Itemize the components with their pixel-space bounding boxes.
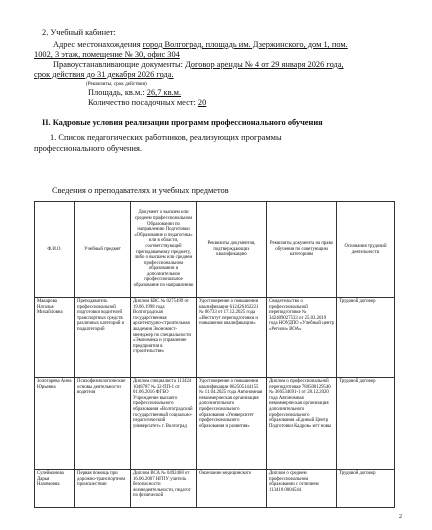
header-right: Реквизиты документа на право обучения по советующим категориям	[267, 202, 337, 298]
section-ii-item-1-cont: профессионального обучения.	[34, 144, 142, 153]
cell-education: Диплом ВСА № 0492468 от 16.06.2007 НГПУ учитель безопасности жизнедеятельности, педагог по физической	[131, 470, 197, 508]
address-value-cont: 1002, 3 этаж, помещение № 30, офис 304	[34, 50, 180, 59]
header-subject: Учебный предмет	[75, 202, 131, 298]
docs-label: Правоустанавливающие документы:	[53, 60, 183, 69]
cell-subject: Первая помощь при дорожно-транспортном происшествии	[75, 470, 131, 508]
address-value: город Волгоград, площадь им. Дзержинского, дом 1, пом.	[142, 40, 348, 49]
docs-value: Договор аренды № 4 от 29 января 2026 года,	[185, 60, 344, 69]
table-row	[35, 298, 395, 378]
cell-right: Диплом о профессиональной переподготовке 780500129540 № 360534691-1 от 28.12.2020 года Автономная некоммерческая организация дополнительного профессионального образования «Единый Центр Подготовки Кадров» мгт новы	[267, 378, 337, 470]
table-header-row	[35, 202, 395, 298]
area-value: 26,7 кв.м.	[146, 88, 182, 97]
seats-line	[88, 98, 206, 108]
page-number: 2	[399, 514, 402, 520]
cell-name: Золотарева Анна Юрьевна	[35, 378, 75, 470]
header-qualification: Реквизиты документов, подтверждающих квалификацию	[197, 202, 267, 298]
cell-education: Диплом специалиста 113424 1048787 № 32-ПП-1 от 01.06.2016 ФГБО Учреждение высшего профессионального образования «Волгоградский государственный социально-педагогический университет» г. Волгоград	[131, 378, 197, 470]
cell-name: Сулейманова Дарья Назимовна	[35, 470, 75, 508]
header-basis: Основания трудовой деятельности	[337, 202, 395, 298]
seats-label: Количество посадочных мест:	[88, 98, 196, 107]
area-line	[88, 88, 181, 98]
seats-value: 20	[197, 98, 207, 107]
table-row	[35, 378, 395, 470]
cell-qualification: Окончание медицинского	[197, 470, 267, 508]
section-ii-heading: II. Кадровые условия реализации программ профессионального обучения	[42, 118, 323, 127]
area-label: Площадь, кв.м.:	[88, 88, 145, 97]
docs-value-cont: срок действия до 31 декабря 2026 года.	[34, 70, 174, 79]
cell-education: Диплом БВС № 0275499 от 19.06.1998 года Волгоградская государственная архитектурно-строительная академия Экономист-менеджер по специальности «Экономика и управление предприятия в строительстве»	[131, 298, 197, 378]
header-education: Документ о высшем или среднем профессиональном Образовании по направлению Подготовки «Образование и педагогика» или в области, соответствующей преподаваемому предмету, либо о высшем или среднем профессиональном образовании и дополнительное профессиональное образование по направлению	[131, 202, 197, 298]
cell-basis: Трудовой договор	[337, 470, 395, 508]
cell-qualification: Удостоверение о повышении квалификации 612426162221 № 06733 от 17.12.2025 года «Институт переподготовки и повышения квалификации»	[197, 298, 267, 378]
docs-line	[53, 60, 344, 70]
cell-right: Свидетельство о профессиональной переподготовке № 342409027533 от 25.03.2019 года НОУДПО «Учебный центр «Регион» ВОА»	[267, 298, 337, 378]
address-line	[53, 40, 348, 50]
cell-subject: Психофизиологические основы деятельности водителя	[75, 378, 131, 470]
section-ii-item-1: 1. Список педагогических работников, реализующих программы	[50, 133, 282, 142]
cell-qualification: Удостоверение о повышении квалификации 862505144155 № 11.04.2025 года Автономная некоммерческая организация дополнительного профессионального образования «Университет профессионального образования и развития»	[197, 378, 267, 470]
teachers-table	[34, 201, 395, 508]
cell-right: Диплом о среднем профессиональном образовании с отличием 113418 0004544	[267, 470, 337, 508]
cell-basis: Трудовой договор	[337, 378, 395, 470]
address-label: Адрес местонахождения	[53, 40, 141, 49]
cell-subject: Преподаватель профессиональной подготовки водителей транспортных средств различных категорий и подкатегорий	[75, 298, 131, 378]
header-name: Ф.И.О.	[35, 202, 75, 298]
table-title: Сведения о преподавателях и учебных предметов	[52, 186, 229, 195]
cell-basis: Трудовой договор	[337, 298, 395, 378]
table-row	[35, 470, 395, 508]
docs-caption: (Реквизиты, срок действия)	[86, 81, 147, 87]
cell-name: Макарова Наталья Михайловна	[35, 298, 75, 378]
classroom-heading: 2. Учебный кабинет:	[42, 28, 116, 37]
